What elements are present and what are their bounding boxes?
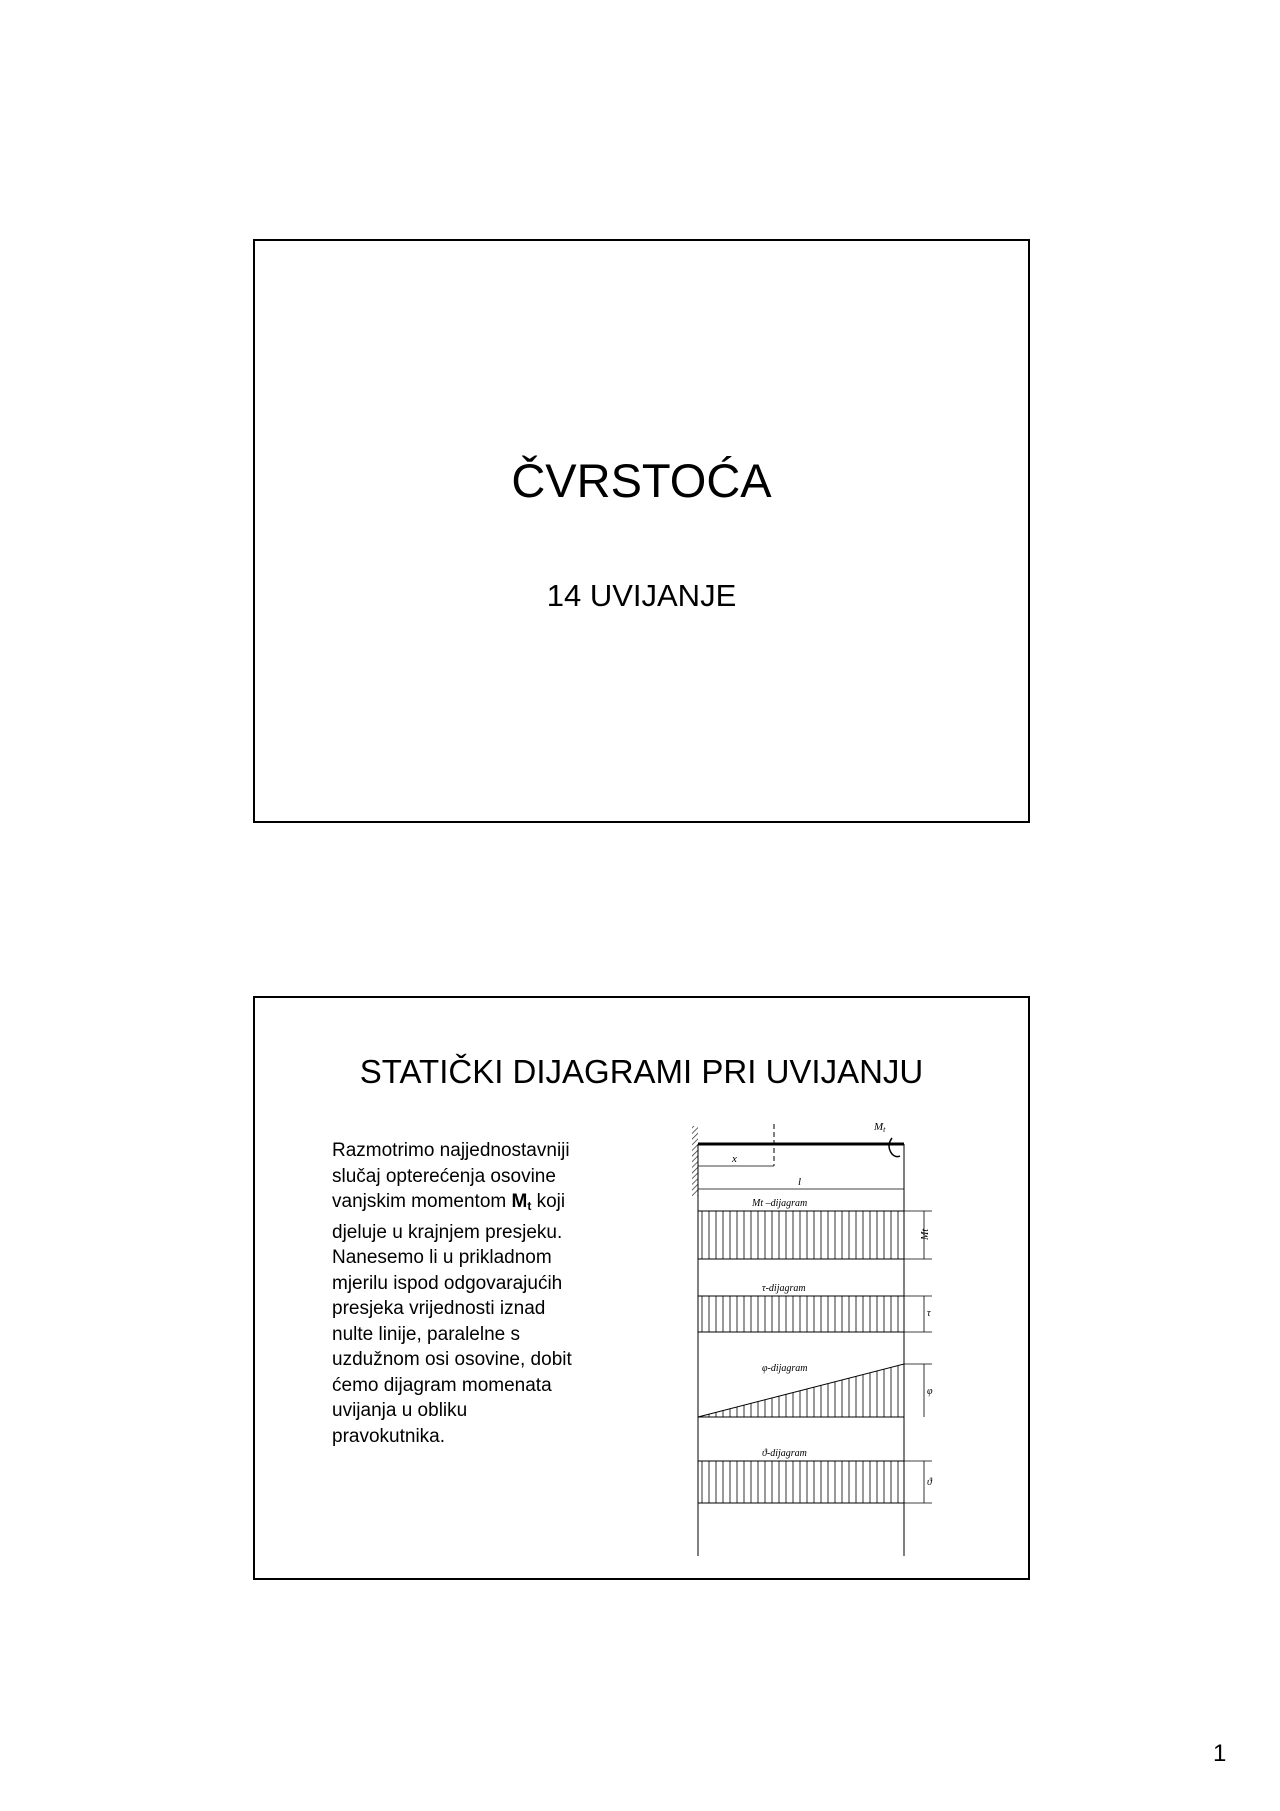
paragraph-line: djeluje u krajnjem presjeku. (332, 1221, 563, 1243)
l-label: l (798, 1176, 802, 1188)
paragraph-line: Nanesemo li u prikladnom (332, 1247, 552, 1268)
svg-text:τ: τ (927, 1308, 931, 1319)
svg-text:φ: φ (927, 1386, 933, 1397)
paragraph-line (332, 1189, 632, 1220)
slide-1 (253, 239, 1030, 823)
fixed-wall (692, 1126, 698, 1196)
slide-2-title: STATIČKI DIJAGRAMI PRI UVIJANJU (359, 1053, 924, 1090)
paragraph-line: nulte linije, paralelne s (332, 1323, 521, 1345)
svg-text:ϑ-dijagram: ϑ-dijagram (762, 1448, 807, 1459)
paragraph-text: koji (531, 1191, 566, 1212)
svg-text:Mt –dijagram: Mt –dijagram (752, 1198, 808, 1209)
tau-diagram (698, 1296, 904, 1332)
load-label: Mt (874, 1121, 886, 1134)
page-number: 1 (1213, 1740, 1227, 1767)
paragraph-line: mjerilu ispod odgovarajućih (332, 1272, 563, 1294)
paragraph-line: uzdužnom osi osovine, dobit (332, 1349, 572, 1370)
paragraph-text: vanjskim momentom (332, 1191, 512, 1212)
moment-symbol: $M_t$ (511, 1191, 532, 1213)
mt-diagram (698, 1211, 904, 1259)
paragraph-line: Razmotrimo najjednostavniji (332, 1140, 570, 1161)
paragraph-line: presjeka vrijednosti iznad (332, 1298, 546, 1319)
theta-diagram (698, 1461, 904, 1503)
svg-text:ϑ: ϑ (927, 1477, 932, 1488)
paragraph-line: ćemo dijagram momenata (332, 1374, 552, 1396)
slide-1-subtitle: 14 UVIJANJE (546, 578, 737, 613)
paragraph-line: slučaj opterećenja osovine (332, 1165, 556, 1187)
slide-2 (253, 996, 1030, 1580)
svg-text:τ-dijagram: τ-dijagram (762, 1283, 806, 1294)
slide-1-title: ČVRSTOĆA (511, 454, 772, 507)
svg-text:φ-dijagram: φ-dijagram (762, 1363, 808, 1374)
svg-text:Mt: Mt (920, 1228, 931, 1240)
x-label: x (732, 1153, 737, 1165)
torsion-diagram-figure (692, 1116, 952, 1556)
slide-2-paragraph (332, 1138, 632, 1449)
paragraph-line: pravokutnika. (332, 1425, 446, 1447)
paragraph-line: uvijanja u obliku (332, 1400, 468, 1421)
